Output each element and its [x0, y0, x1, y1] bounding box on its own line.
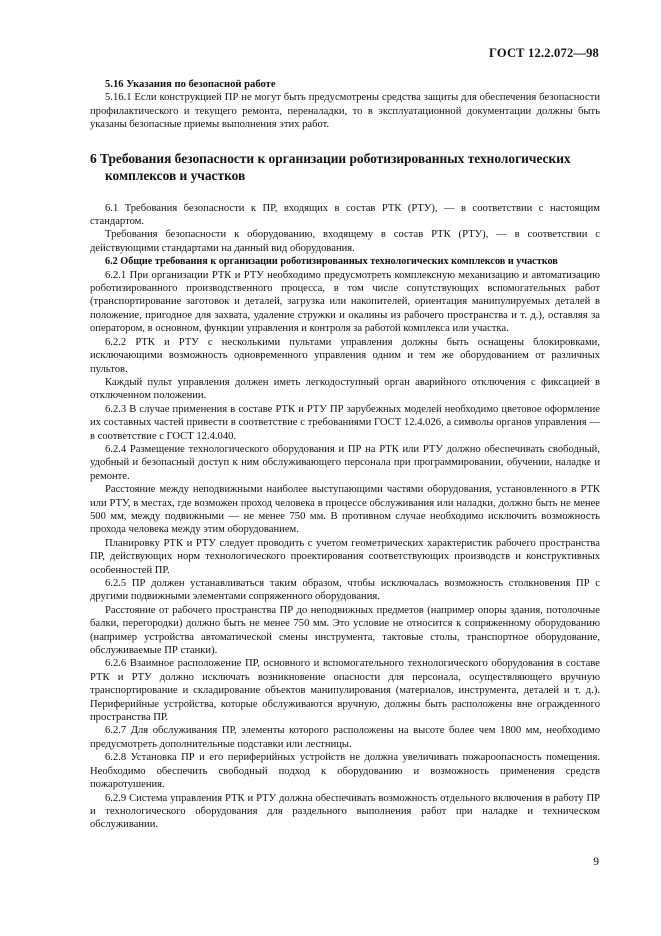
section-6-heading-line2: комплексов и участков	[105, 167, 246, 183]
paragraph-6-1-continued: Требования безопасности к оборудованию, входящему в состав РТК (РТУ), — в соответствии с действующими стандартами на данный вид оборудования.	[90, 229, 600, 254]
paragraph-6-2-5: 6.2.5 ПР должен устанавливаться таким образом, чтобы исключалась возможность столкновения ПР с другими подвижными элементами сопряженного оборудования.	[90, 578, 600, 603]
paragraph-6-2-7: 6.2.7 Для обслуживания ПР, элементы которого расположены на высоте более чем 1800 мм, необходимо предусмотреть дополнительные подставки или лестницы.	[90, 725, 600, 750]
paragraph-6-2-8: 6.2.8 Установка ПР и его периферийных устройств не должна увеличивать пожароопасность помещения. Необходимо обеспечить свободный подход к оборудованию и возможность применения средств пожаротушения.	[90, 752, 600, 791]
paragraph-6-2-2: 6.2.2 РТК и РТУ с несколькими пультами управления должны быть оснащены блокировками, исключающими возможность одновременного управления одним и тем же оборудованием от различных пультов.	[90, 336, 600, 375]
section-6-heading-line1: 6 Требования безопасности к организации роботизированных технологических	[90, 150, 571, 166]
section-6-heading	[90, 150, 600, 184]
paragraph-6-2-6: 6.2.6 Взаимное расположение ПР, основного и вспомогательного технологического оборудования в составе РТК и РТУ должно исключать возникновение опасности для персонала, осуществляющего вручную транспортирование и складирование объектов манипулирования (материалов, инструмента, деталей и т. д.). Периферийные устройства, которые обслуживаются вручную, должны быть расположены вне огражденного пространства ПР.	[90, 658, 600, 724]
paragraph-6-2-3: 6.2.3 В случае применения в составе РТК и РТУ ПР зарубежных моделей необходимо цветовое оформление их составных частей привести в соответствие с требованиями ГОСТ 12.4.026, а символы органов управления — в соответствие с ГОСТ 12.4.040.	[90, 403, 600, 442]
paragraph-6-2-9: 6.2.9 Система управления РТК и РТУ должна обеспечивать возможность отдельного включения в работу ПР и технологического оборудования для раздельного выполнения работ при наладке и техническом обслуживании.	[90, 792, 600, 831]
section-6-2-heading: 6.2 Общие требования к организации роботизированных технологических комплексов и участков	[105, 256, 558, 268]
page-content	[90, 78, 600, 832]
paragraph-6-2-1: 6.2.1 При организации РТК и РТУ необходимо предусмотреть комплексную механизацию и автоматизацию роботизированного производственного процесса, в том числе сопутствующих вспомогательных работ (транспортирование заготовок и деталей, загрузка или накопителей, ориентация манипулируемых деталей в положение, пригодное для захвата, удаление стружки и окалины из рабочего пространства и т. д.), оставляя за оператором, в основном, функции управления и контроля за работой комплекса или участка.	[90, 269, 600, 335]
paragraph-6-2-4-layout: Планировку РТК и РТУ следует проводить с учетом геометрических характеристик рабочего пространства ПР, действующих норм технологического проектирования соответствующих производств и конструктивных особенностей ПР.	[90, 537, 600, 576]
paragraph-5-16-1: 5.16.1 Если конструкцией ПР не могут быть предусмотрены средства защиты для обеспечения безопасности профилактического и текущего ремонта, переналадки, то в эксплуатационной документации должны быть указаны безопасные приемы выполнения этих работ.	[90, 92, 600, 131]
document-code-header: ГОСТ 12.2.072—98	[489, 46, 599, 60]
paragraph-6-2-5-continued: Расстояние от рабочего пространства ПР до неподвижных предметов (например опоры здания, потолочные балки, перегородки) должно быть не менее 750 мм. Это условие не относится к сопряженному оборудованию (например устройства автоматической смены инструмента, тактовые столы, транспортное оборудование, обслуживаемые ПР станки).	[90, 604, 600, 657]
paragraph-6-2-4: 6.2.4 Размещение технологического оборудования и ПР на РТК или РТУ должно обеспечивать свободный, удобный и безопасный доступ к ним обслуживающего персонала при программировании, обучении, наладке и ремонте.	[90, 443, 600, 482]
page-number: 9	[593, 856, 599, 868]
section-5-16-heading: 5.16 Указания по безопасной работе	[105, 79, 276, 90]
paragraph-6-2-4-continued: Расстояние между неподвижными наиболее выступающими частями оборудования, установленного в РТК или РТУ, в местах, где возможен проход человека в процессе обслуживания или наладки, должно быть не менее 500 мм, между подвижными — не менее 750 мм. В противном случае необходимо исключить возможность прохода человека между этим оборудованием.	[90, 484, 600, 536]
paragraph-6-1: 6.1 Требования безопасности к ПР, входящих в состав РТК (РТУ), — в соответствии с настоящим стандартом.	[90, 202, 600, 228]
paragraph-6-2-2-continued: Каждый пульт управления должен иметь легкодоступный орган аварийного отключения с фиксацией в отключенном положении.	[90, 376, 600, 402]
